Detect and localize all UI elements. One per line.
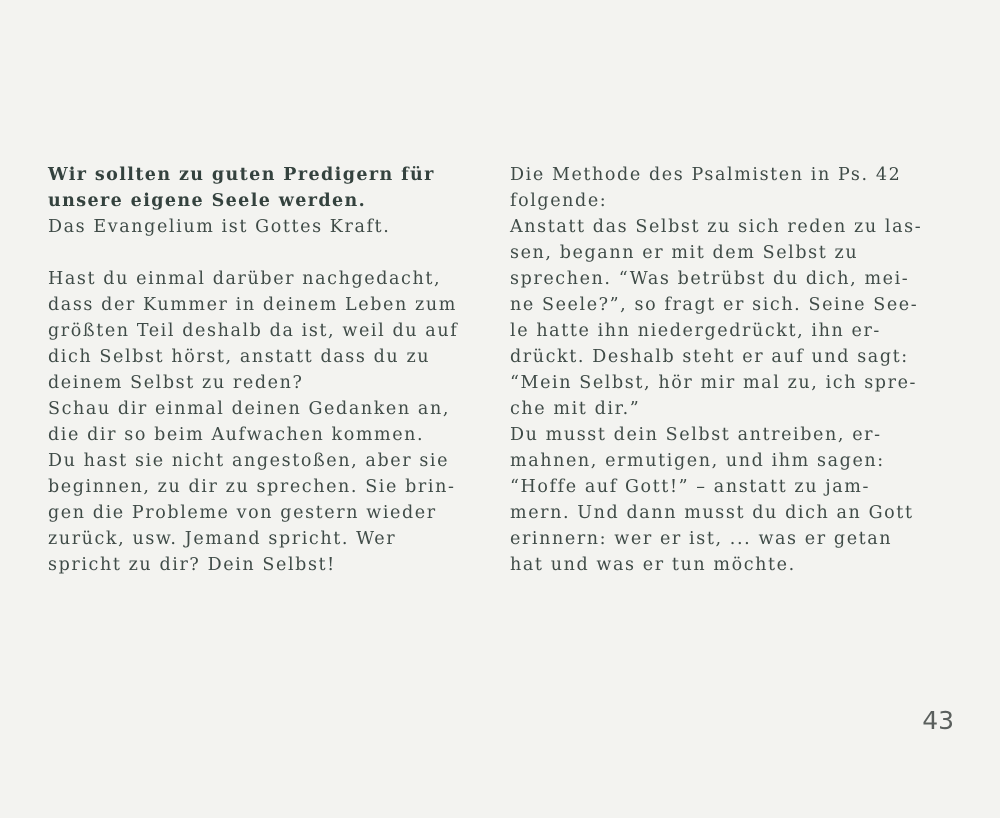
body-line: folgende: — [510, 191, 608, 211]
body-line: größten Teil deshalb da ist, weil du auf — [48, 321, 459, 341]
body-line: le hatte ihn niedergedrückt, ihn er- — [510, 321, 881, 341]
body-line: mahnen, ermutigen, und ihm sagen: — [510, 451, 885, 471]
body-line: che mit dir.” — [510, 399, 641, 419]
page-number: 43 — [922, 706, 954, 735]
body-line: beginnen, zu dir zu sprechen. Sie brin- — [48, 477, 456, 497]
body-line: drückt. Deshalb steht er auf und sagt: — [510, 347, 909, 367]
body-line: dass der Kummer in deinem Leben zum — [48, 295, 457, 315]
body-line: ne Seele?”, so fragt er sich. Seine See- — [510, 295, 919, 315]
body-line: sen, begann er mit dem Selbst zu — [510, 243, 859, 263]
body-line: zurück, usw. Jemand spricht. Wer — [48, 529, 397, 549]
right-column — [510, 162, 955, 578]
body-line: “Mein Selbst, hör mir mal zu, ich spre- — [510, 373, 918, 393]
body-line: Hast du einmal darüber nachgedacht, — [48, 269, 442, 289]
body-line: Die Methode des Psalmisten in Ps. 42 — [510, 165, 902, 185]
section-heading-line-1: Wir sollten zu guten Predigern für — [48, 165, 435, 185]
body-line: erinnern: wer er ist, ... was er getan — [510, 529, 893, 549]
body-line: mern. Und dann musst du dich an Gott — [510, 503, 914, 523]
paragraph-spacer — [48, 240, 488, 266]
body-line: deinem Selbst zu reden? — [48, 373, 304, 393]
body-line: dich Selbst hörst, anstatt dass du zu — [48, 347, 431, 367]
left-column — [48, 162, 488, 578]
body-line: die dir so beim Aufwachen kommen. — [48, 425, 425, 445]
body-line: Du hast sie nicht angestoßen, aber sie — [48, 451, 450, 471]
body-line: hat und was er tun möchte. — [510, 555, 796, 575]
body-line: Anstatt das Selbst zu sich reden zu las- — [510, 217, 923, 237]
body-line: spricht zu dir? Dein Selbst! — [48, 555, 336, 575]
body-line: sprechen. “Was betrübst du dich, mei- — [510, 269, 910, 289]
body-line: Du musst dein Selbst antreiben, er- — [510, 425, 882, 445]
body-line: “Hoffe auf Gott!” – anstatt zu jam- — [510, 477, 870, 497]
body-line: gen die Probleme von gestern wieder — [48, 503, 437, 523]
section-heading-line-2: unsere eigene Seele werden. — [48, 191, 367, 211]
body-line: Schau dir einmal deinen Gedanken an, — [48, 399, 450, 419]
section-subtitle: Das Evangelium ist Gottes Kraft. — [48, 217, 391, 237]
